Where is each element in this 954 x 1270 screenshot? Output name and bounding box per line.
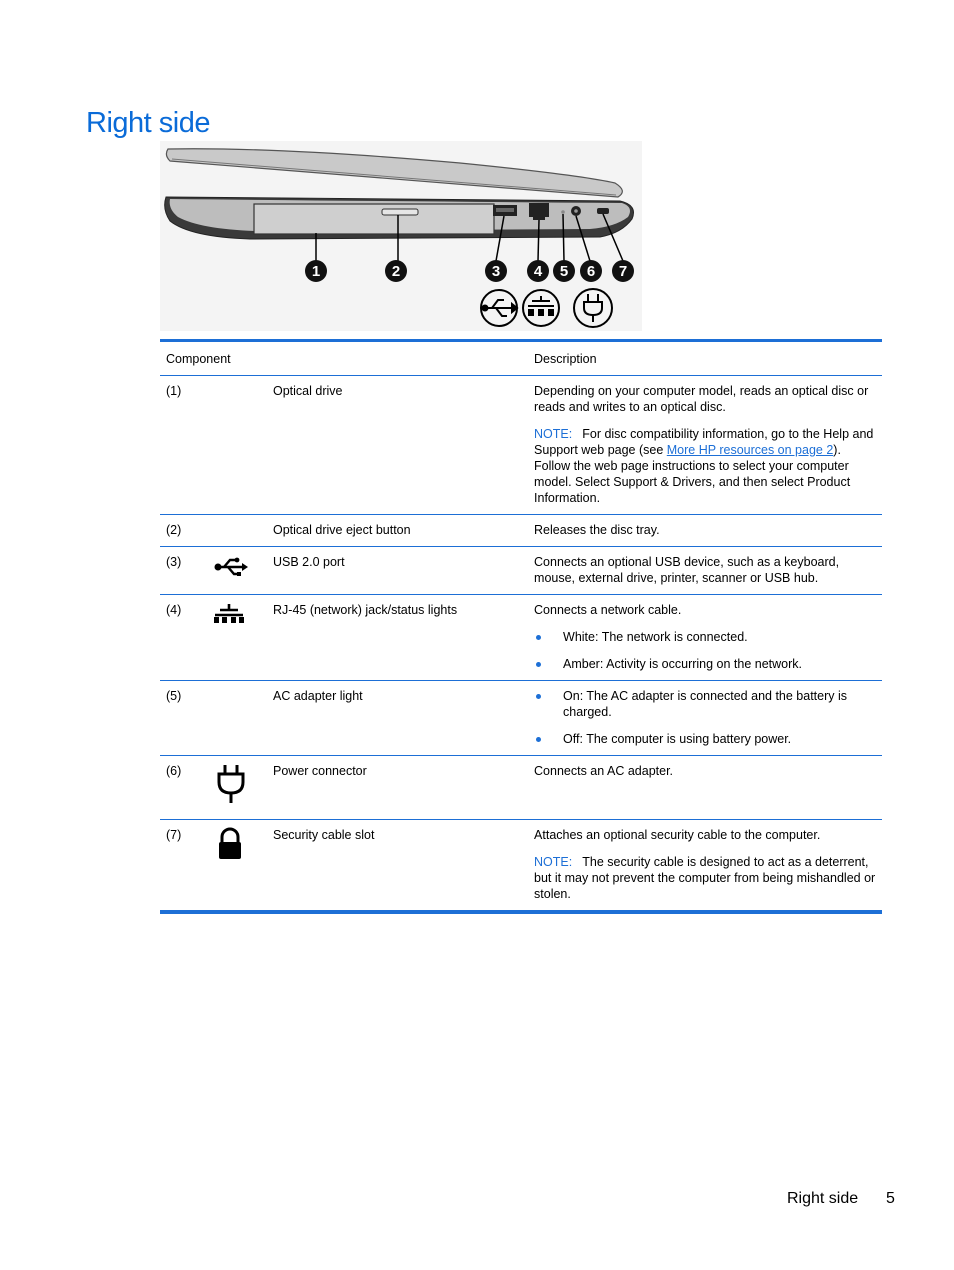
table-row bbox=[160, 376, 882, 515]
status-list bbox=[534, 629, 876, 672]
note-label: NOTE: bbox=[534, 855, 573, 869]
list-item: On: The AC adapter is connected and the battery is charged. bbox=[534, 688, 876, 720]
component-number: (3) bbox=[160, 547, 205, 595]
note-label: NOTE: bbox=[534, 427, 573, 441]
power-connector-icon bbox=[574, 289, 612, 327]
callout-2-label: 2 bbox=[391, 263, 401, 280]
table-row bbox=[160, 547, 882, 595]
callout-1-label: 1 bbox=[311, 263, 321, 280]
description-text: Attaches an optional security cable to the computer. bbox=[534, 828, 821, 842]
component-description: Connects an AC adapter. bbox=[528, 756, 882, 820]
component-description bbox=[528, 820, 882, 913]
product-information-term: Product Information bbox=[534, 475, 851, 505]
component-number: (5) bbox=[160, 681, 205, 756]
note: NOTE: The security cable is designed to act as a deterrent, but it may not prevent the computer from being mishandled or stolen. bbox=[534, 855, 876, 901]
callout-3-label: 3 bbox=[491, 263, 501, 280]
description-text: Depending on your computer model, reads an optical disc or reads and writes to an optical disc. bbox=[534, 384, 869, 414]
header-component: Component bbox=[160, 341, 528, 376]
status-list bbox=[534, 688, 876, 747]
table-row bbox=[160, 515, 882, 547]
component-name: Optical drive eject button bbox=[267, 515, 528, 547]
callout-4-label: 4 bbox=[533, 263, 543, 280]
callout-6-label: 6 bbox=[586, 263, 596, 280]
page-number: 5 bbox=[886, 1190, 895, 1207]
component-name: RJ-45 (network) jack/status lights bbox=[267, 595, 528, 681]
component-description: Connects an optional USB device, such as a keyboard, mouse, external drive, printer, scanner or USB hub. bbox=[528, 547, 882, 595]
laptop-right-side-figure bbox=[160, 141, 642, 331]
component-description bbox=[528, 595, 882, 681]
component-description bbox=[528, 681, 882, 756]
components-table bbox=[160, 339, 882, 914]
table-row bbox=[160, 756, 882, 820]
table-header-row bbox=[160, 341, 882, 376]
note: NOTE: For disc compatibility information, go to the Help and Support web page (see More HP resources on page 2). Follow the web page instructions to select your computer model. Select Support & Drivers, and then select Product Information. bbox=[534, 427, 874, 505]
table-row bbox=[160, 595, 882, 681]
component-description: Releases the disc tray. bbox=[528, 515, 882, 547]
component-name: AC adapter light bbox=[267, 681, 528, 756]
description-text: Connects a network cable. bbox=[534, 603, 682, 617]
network-jack-icon bbox=[523, 290, 559, 326]
component-number: (1) bbox=[160, 376, 205, 515]
power-connector-icon bbox=[211, 763, 251, 807]
network-jack-icon bbox=[211, 602, 251, 626]
component-number: (4) bbox=[160, 595, 205, 681]
usb-icon bbox=[211, 554, 251, 578]
callout-5-label: 5 bbox=[559, 263, 569, 280]
more-hp-resources-link[interactable]: More HP resources on page 2 bbox=[666, 443, 834, 457]
usb-icon bbox=[481, 290, 517, 326]
list-item: Off: The computer is using battery power. bbox=[534, 731, 876, 747]
component-number: (6) bbox=[160, 756, 205, 820]
component-name: Power connector bbox=[267, 756, 528, 820]
component-number: (2) bbox=[160, 515, 205, 547]
component-number: (7) bbox=[166, 828, 182, 842]
lock-icon bbox=[211, 827, 251, 863]
table-row bbox=[160, 820, 882, 913]
header-description: Description bbox=[528, 341, 882, 376]
table-row bbox=[160, 681, 882, 756]
component-name: USB 2.0 port bbox=[267, 547, 528, 595]
component-name: Security cable slot bbox=[273, 828, 375, 842]
list-item: White: The network is connected. bbox=[534, 629, 876, 645]
component-name: Optical drive bbox=[267, 376, 528, 515]
component-description bbox=[528, 376, 882, 515]
callout-7-label: 7 bbox=[618, 263, 628, 280]
page-title: Right side bbox=[86, 107, 210, 140]
list-item: Amber: Activity is occurring on the network. bbox=[534, 656, 876, 672]
footer-section-title: Right side bbox=[787, 1190, 859, 1207]
support-drivers-term: Support & Drivers bbox=[613, 475, 712, 489]
